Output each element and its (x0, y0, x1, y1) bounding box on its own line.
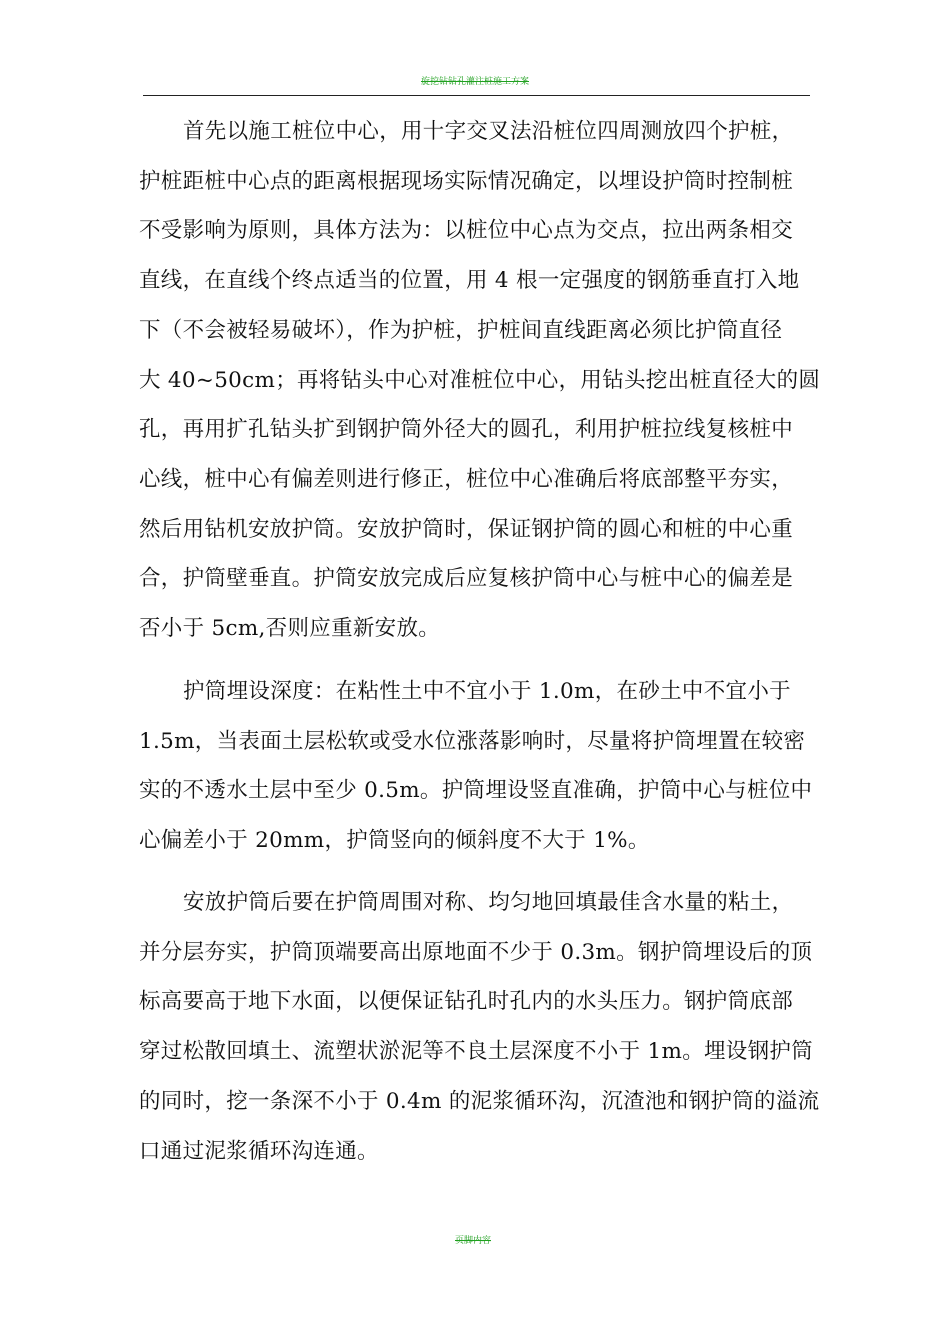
paragraph-line: 直线，在直线个终点适当的位置，用 4 根一定强度的钢筋垂直打入地 (139, 268, 800, 294)
paragraph-line: 否小于 5cm,否则应重新安放。 (139, 616, 441, 642)
paragraph-line: 的同时，挖一条深不小于 0.4m 的泥浆循环沟，沉渣池和钢护筒的溢流 (139, 1088, 820, 1114)
paragraph-line: 并分层夯实，护筒顶端要高出原地面不少于 0.3m。钢护筒埋设后的顶 (139, 939, 813, 965)
page-footer: 页脚内容 (455, 1236, 492, 1246)
paragraph-line: 护筒埋设深度：在粘性土中不宜小于 1.0m，在砂土中不宜小于 (183, 679, 791, 704)
paragraph-line: 穿过松散回填土、流塑状淤泥等不良土层深度不小于 1m。埋设钢护筒 (139, 1039, 814, 1065)
paragraph-line: 心线，桩中心有偏差则进行修正，桩位中心准确后将底部整平夯实， (139, 466, 794, 492)
page-header-title: 旋挖钻钻孔灌注桩施工方案 (420, 77, 529, 87)
paragraph-3 (139, 878, 819, 1176)
paragraph-line: 心偏差小于 20mm，护筒竖向的倾斜度不大于 1%。 (139, 828, 650, 854)
paragraph-line: 标高要高于地下水面，以便保证钻孔时孔内的水头压力。钢护筒底部 (139, 989, 794, 1015)
paragraph-line: 不受影响为原则，具体方法为：以桩位中心点为交点，拉出两条相交 (139, 218, 794, 244)
paragraph-line: 安放护筒后要在护筒周围对称、均匀地回填最佳含水量的粘土， (183, 890, 794, 915)
paragraph-line: 然后用钻机安放护筒。安放护筒时，保证钢护筒的圆心和桩的中心重 (139, 516, 794, 542)
paragraph-line: 下（不会被轻易破坏），作为护桩，护桩间直线距离必须比护筒直径 (139, 317, 783, 343)
header-divider (143, 95, 810, 96)
paragraph-2 (139, 667, 819, 866)
paragraph-line: 大 40~50cm；再将钻头中心对准桩位中心，用钻头挖出桩直径大的圆 (139, 367, 821, 393)
paragraph-line: 孔，再用扩孔钻头扩到钢护筒外径大的圆孔，利用护桩拉线复核桩中 (139, 417, 794, 443)
paragraph-line: 护桩距桩中心点的距离根据现场实际情况确定，以埋设护筒时控制桩 (139, 168, 794, 194)
paragraph-1 (139, 107, 819, 654)
paragraph-line: 实的不透水土层中至少 0.5m。护筒埋设竖直准确，护筒中心与桩位中 (139, 778, 813, 804)
paragraph-line: 合，护筒壁垂直。护筒安放完成后应复核护筒中心与桩中心的偏差是 (139, 566, 794, 592)
paragraph-line: 首先以施工桩位中心，用十字交叉法沿桩位四周测放四个护桩， (183, 119, 794, 144)
paragraph-line: 口通过泥浆循环沟连通。 (139, 1138, 379, 1164)
paragraph-line: 1.5m，当表面土层松软或受水位涨落影响时，尽量将护筒埋置在较密 (139, 728, 806, 754)
